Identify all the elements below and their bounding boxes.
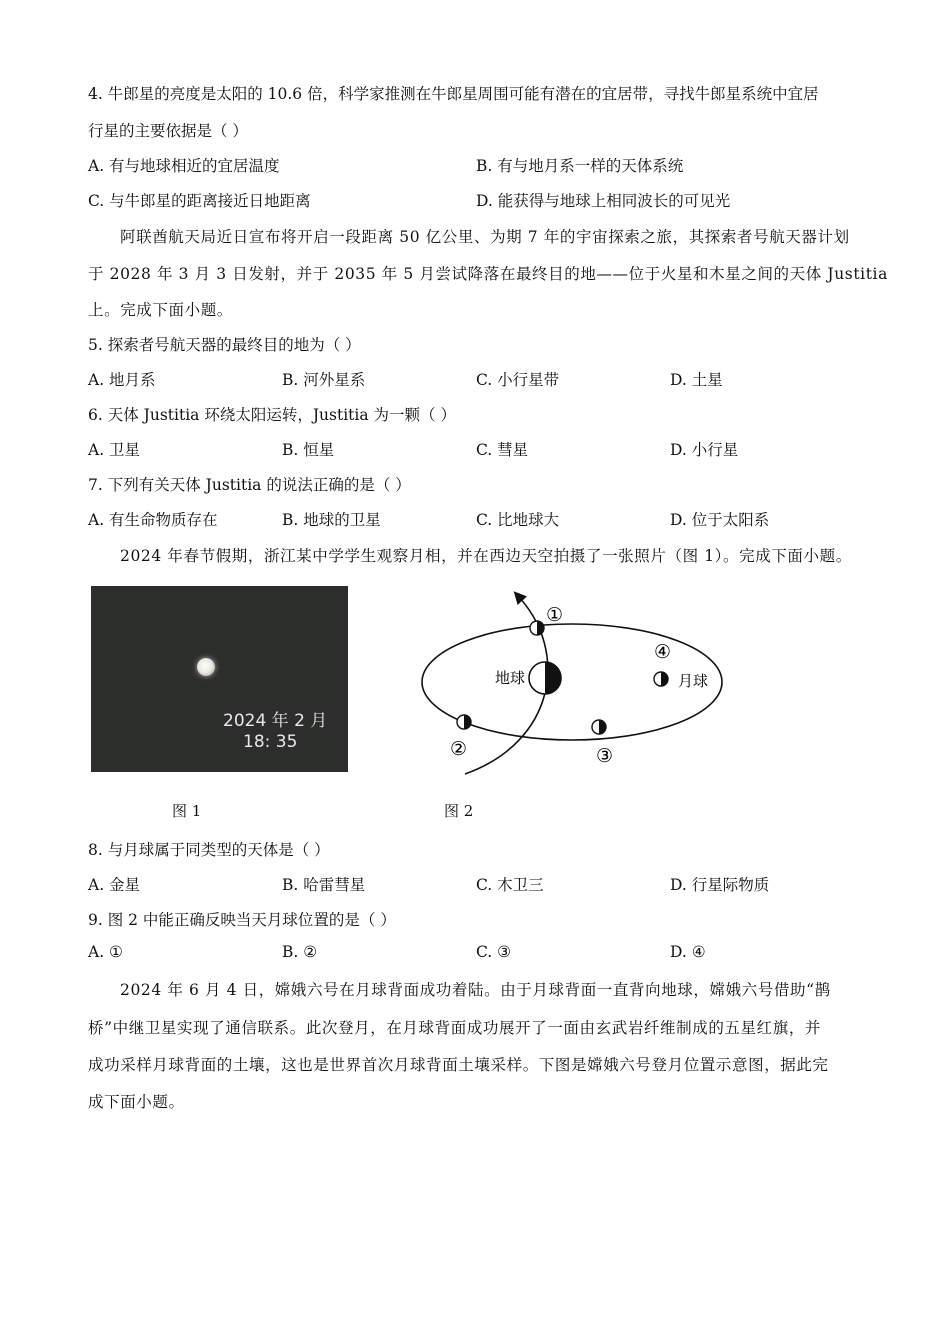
passage3-line2: 桥”中继卫星实现了通信联系。此次登月，在月球背面成功展开了一面由玄武岩纤维制成的五星红旗，并 [88,1019,822,1037]
earth-label: 地球 [495,669,526,687]
marker-2: ② [450,738,468,760]
q9-stem: 9. 图 2 中能正确反映当天月球位置的是（ ） [88,911,396,929]
q7-option-c: C. 比地球大 [476,511,560,529]
q4-option-a: A. 有与地球相近的宜居温度 [88,157,280,175]
figure1-caption: 图 1 [172,802,202,820]
q4-option-c: C. 与牛郎星的距离接近日地距离 [88,192,311,210]
q6-stem: 6. 天体 Justitia 环绕太阳运转，Justitia 为一颗（ ） [88,406,456,424]
q8-option-c: C. 木卫三 [476,876,544,894]
q4-stem-line2: 行星的主要依据是（ ） [88,122,248,140]
q9-option-d: D. ④ [670,943,706,961]
passage2-line1: 2024 年春节假期，浙江某中学学生观察月相，并在西边天空拍摄了一张照片（图 1）。完成下面小题。 [120,547,852,565]
earth [529,662,561,694]
passage3-line3: 成功采样月球背面的土壤，这也是世界首次月球背面土壤采样。下图是嫦娥六号登月位置示意图，据此完 [88,1056,829,1074]
q7-option-b: B. 地球的卫星 [282,511,381,529]
q7-option-a: A. 有生命物质存在 [88,511,218,529]
photo-date-stamp: 2024 年 2 月 [223,711,328,731]
figure2-caption: 图 2 [444,802,474,820]
moon-position-2 [457,715,471,729]
moon-label: 月球 [678,672,709,690]
q9-option-a: A. ① [88,943,123,961]
passage1-line2: 于 2028 年 3 月 3 日发射，并于 2035 年 5 月尝试降落在最终目的地——位于火星和木星之间的天体 Justitia [88,265,888,283]
marker-3: ③ [596,745,614,767]
moon-image [197,658,215,676]
passage1-line1: 阿联酋航天局近日宣布将开启一段距离 50 亿公里、为期 7 年的宇宙探索之旅，其探索者号航天器计划 [120,228,850,246]
q6-option-a: A. 卫星 [88,441,141,459]
q5-option-d: D. 土星 [670,371,723,389]
q4-option-b: B. 有与地月系一样的天体系统 [476,157,684,175]
q8-option-a: A. 金星 [88,876,141,894]
q5-option-b: B. 河外星系 [282,371,366,389]
q9-option-c: C. ③ [476,943,512,961]
q8-stem: 8. 与月球属于同类型的天体是（ ） [88,841,330,859]
moon-orbit-diagram [410,582,730,778]
q5-stem: 5. 探索者号航天器的最终目的地为（ ） [88,336,361,354]
moon-position-3 [592,720,606,734]
moon-position-4 [654,672,668,686]
q4-option-d: D. 能获得与地球上相同波长的可见光 [476,192,731,210]
photo-time-stamp: 18: 35 [243,732,298,752]
passage3-line4: 成下面小题。 [88,1093,185,1111]
passage1-line3: 上。完成下面小题。 [88,301,233,319]
q5-option-c: C. 小行星带 [476,371,560,389]
q4-stem-line1: 4. 牛郎星的亮度是太阳的 10.6 倍，科学家推测在牛郎星周围可能有潜在的宜居带，寻找牛郎星系统中宜居 [88,85,819,103]
q5-option-a: A. 地月系 [88,371,156,389]
moon-photo [91,586,348,772]
marker-4: ④ [654,641,672,663]
q6-option-b: B. 恒星 [282,441,335,459]
moon-position-1 [530,621,544,635]
q6-option-d: D. 小行星 [670,441,739,459]
q8-option-b: B. 哈雷彗星 [282,876,366,894]
q7-stem: 7. 下列有关天体 Justitia 的说法正确的是（ ） [88,476,411,494]
q7-option-d: D. 位于太阳系 [670,511,770,529]
marker-1: ① [546,604,564,626]
q9-option-b: B. ② [282,943,318,961]
passage3-line1: 2024 年 6 月 4 日，嫦娥六号在月球背面成功着陆。由于月球背面一直背向地球，嫦娥六号借助“鹊 [120,981,831,999]
q8-option-d: D. 行星际物质 [670,876,770,894]
q6-option-c: C. 彗星 [476,441,529,459]
